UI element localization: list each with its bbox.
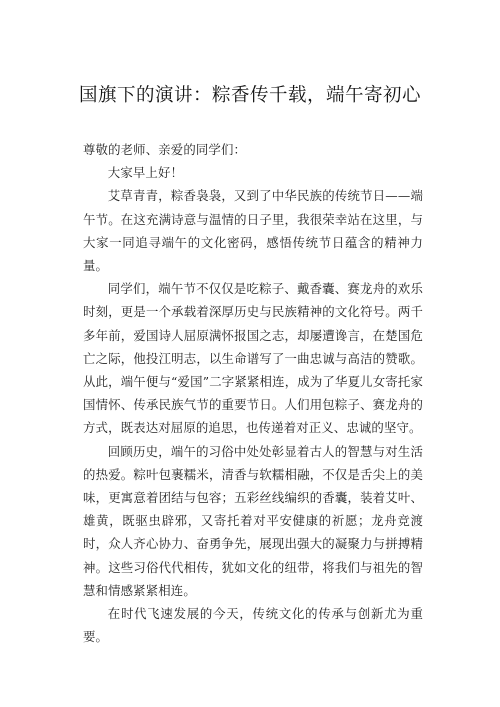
- paragraph-greeting: 大家早上好！: [107, 165, 184, 181]
- paragraph-customs: 回顾历史，端午的习俗中处处彰显着古人的智慧与对生活的热爱。粽叶包裹糯米，清香与软糯相融，不仅是舌尖上的美味，更寓意着团结与包容；五彩丝线编织的香囊，装着艾叶、雄黄，既驱虫辟邪，又寄托着对平安健康的祈愿；龙舟竞渡时，众人齐心协力、奋勇争先，展现出强大的凝聚力与拼搏精神。这些习俗代代相传，犹如文化的纽带，将我们与祖先的智慧和情感紧紧相连。: [83, 443, 423, 598]
- page-title: 国旗下的演讲：粽香传千载，端午寄初心: [78, 85, 421, 106]
- paragraph-modern: 在时代飞速发展的今天，传统文化的传承与创新尤为重要。: [83, 606, 423, 645]
- paragraph-history: 同学们，端午节不仅仅是吃粽子、戴香囊、赛龙舟的欢乐时刻，更是一个承载着深厚历史与民族精神的文化符号。两千多年前，爱国诗人屈原满怀报国之志，却屡遭谗言，在楚国危亡之际，他投江明志，以生命谱写了一曲忠诚与高洁的赞歌。从此，端午便与“爱国”二字紧紧相连，成为了华夏儿女寄托家国情怀、传承民族气节的重要节日。人们用包粽子、赛龙舟的方式，既表达对屈原的追思，也传递着对正义、忠诚的坚守。: [83, 281, 423, 436]
- paragraph-intro: 艾草青青，粽香袅袅，又到了中华民族的传统节日——端午节。在这充满诗意与温情的日子里，我很荣幸站在这里，与大家一同追寻端午的文化密码，感悟传统节日蕴含的精神力量。: [83, 188, 423, 274]
- speech-body: [83, 138, 423, 648]
- salutation: 尊敬的老师、亲爱的同学们：: [83, 142, 247, 157]
